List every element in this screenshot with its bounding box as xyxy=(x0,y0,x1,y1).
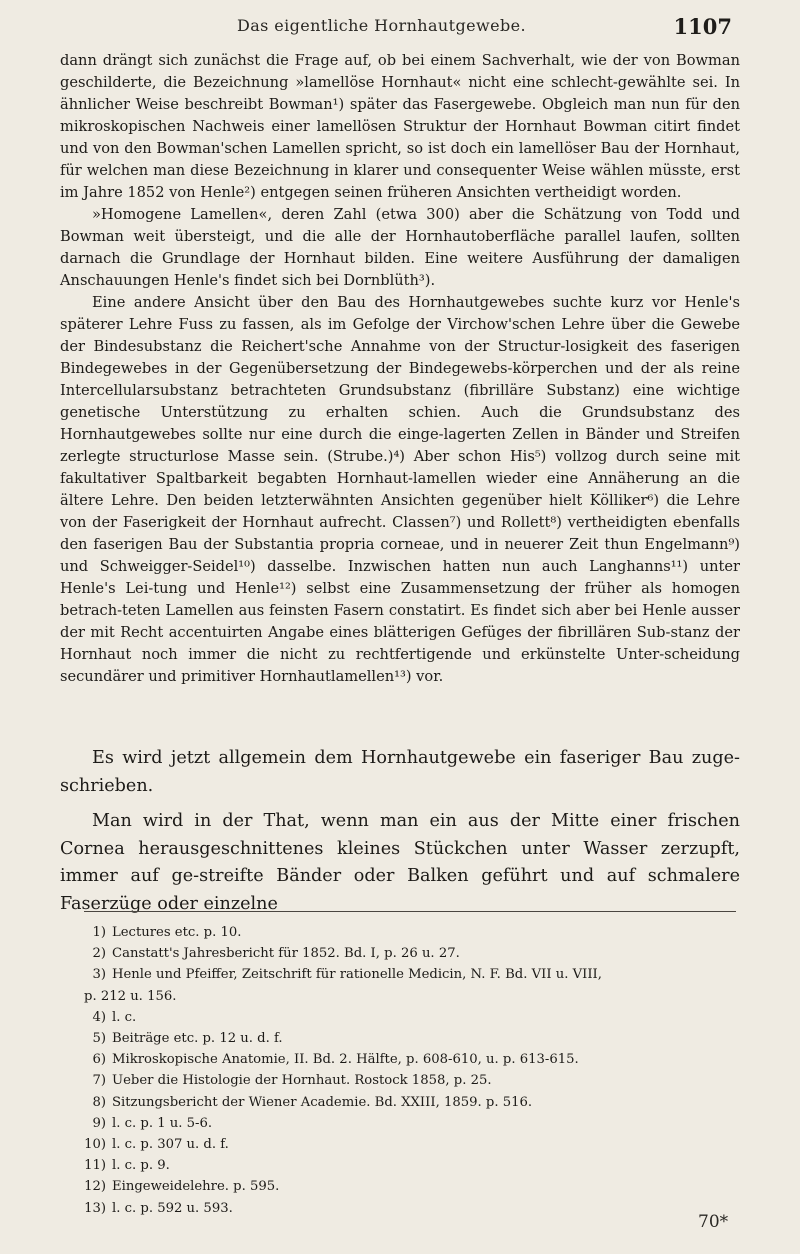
footnote-number: 2) xyxy=(92,946,106,962)
footnote xyxy=(84,922,744,943)
footnote-text: l. c. p. 592 u. 593. xyxy=(112,1200,233,1216)
footnote xyxy=(84,1134,744,1155)
paragraph-1: dann drängt sich zunächst die Frage auf, ob bei einem Sachverhalt, wie der von Bowman geschilderte, die Bezeichnung »lamellöse Hornhaut« nicht eine schlecht-gewählte sei. In ähnlicher Weise beschreibt Bowman¹) später das Fasergewebe. Obgleich man nun für den mikroskopischen Nachweis einer lamellösen Struktur der Hornhaut Bowman citirt findet und von den Bowman'schen Lamellen spricht, so ist doch ein lamellöser Bau der Hornhaut, für welchen man diese Bezeichnung in klarer und consequenter Weise wählen müsste, erst im Jahre 1852 von Henle²) entgegen seinen früheren Ansichten vertheidigt worden. xyxy=(60,52,740,201)
footnote-text: Ueber die Histologie der Hornhaut. Rostock 1858, p. 25. xyxy=(112,1073,492,1089)
large-text xyxy=(60,745,740,918)
footnote-number: 8) xyxy=(92,1094,106,1110)
footnote-text: Eingeweidelehre. p. 595. xyxy=(112,1179,280,1195)
footnote xyxy=(84,1070,744,1091)
paragraph-4: Es wird jetzt allgemein dem Hornhautgewebe ein faseriger Bau zuge-schrieben. xyxy=(60,748,740,796)
running-title: Das eigentliche Hornhautgewebe. xyxy=(237,16,526,35)
signature-mark: 70* xyxy=(698,1212,729,1232)
footnote xyxy=(84,1049,744,1070)
footnote-text: l. c. xyxy=(112,1009,137,1025)
paragraph-5: Man wird in der That, wenn man ein aus der Mitte einer frischen Cornea herausgeschnittenes kleines Stückchen unter Wasser zerzupft, immer auf ge-streifte Bänder oder Balken geführt und auf schmalere Faserzüge oder einzelne xyxy=(60,811,740,914)
footnote-text: p. 212 u. 156. xyxy=(84,988,177,1004)
footnote-text: Lectures etc. p. 10. xyxy=(112,925,242,940)
footnote-text: Mikroskopische Anatomie, II. Bd. 2. Hälfte, p. 608-610, u. p. 613-615. xyxy=(112,1052,579,1068)
footnote xyxy=(84,1113,744,1134)
footnote xyxy=(84,943,744,964)
footnote-number: 3) xyxy=(92,967,106,983)
footnote-rule xyxy=(84,911,736,912)
footnote-text: l. c. p. 9. xyxy=(112,1158,170,1174)
footnote-number: 5) xyxy=(92,1031,106,1047)
footnote-number: 6) xyxy=(92,1052,106,1068)
body-text xyxy=(60,50,740,688)
footnote xyxy=(84,964,744,985)
footnote xyxy=(84,1155,744,1176)
footnote-number: 11) xyxy=(84,1158,106,1174)
footnote-number: 10) xyxy=(84,1137,106,1153)
footnote-continuation xyxy=(84,986,744,1007)
footnote-number: 12) xyxy=(84,1179,106,1195)
footnote xyxy=(84,1176,744,1197)
footnotes xyxy=(84,922,744,1219)
paragraph-2: »Homogene Lamellen«, deren Zahl (etwa 300) aber die Schätzung von Todd und Bowman weit übersteigt, und die alle der Hornhautoberfläche parallel laufen, sollten darnach die Grundlage der Hornhaut bilden. Eine weitere Ausführung der damaligen Anschauungen Henle's findet sich bei Dornblüth³). xyxy=(60,206,740,289)
footnote-number: 1) xyxy=(92,925,106,940)
footnote xyxy=(84,1198,744,1219)
paragraph-3: Eine andere Ansicht über den Bau des Hornhautgewebes suchte kurz vor Henle's späterer Lehre Fuss zu fassen, als im Gefolge der Virchow'schen Lehre über die Gewebe der Bindesubstanz die Reichert'sche Annahme von der Structur-losigkeit des faserigen Bindegewebes in der Gegenübersetzung der Bindegewebs-körperchen und der als reine Intercellularsubstanz betrachteten Grundsubstanz (fibrilläre Substanz) eine wichtige genetische Unterstützung zu erhalten schien. Auch die Grundsubstanz des Hornhautgewebes sollte nur eine durch die einge-lagerten Zellen in Bänder und Streifen zerlegte structurlose Masse sein. (Strube.)⁴) Aber schon His⁵) vollzog durch seine mit fakultativer Spaltbarkeit begabten Hornhaut-lamellen wieder eine Annäherung an die ältere Lehre. Den beiden letzterwähnten Ansichten gegenüber hielt Kölliker⁶) die Lehre von der Faserigkeit der Hornhaut aufrecht. Classen⁷) und Rollett⁸) vertheidigten ebenfalls den faserigen Bau der Substantia propria corneae, und in neuerer Zeit thun Engelmann⁹) und Schweigger-Seidel¹⁰) dasselbe. Inzwischen hatten nun auch Langhanns¹¹) unter Henle's Lei-tung und Henle¹²) selbst eine Zusammensetzung der früher als homogen betrach-teten Lamellen aus feinsten Fasern constatirt. Es findet sich aber bei Henle ausser der mit Recht accentuirten Angabe eines blätterigen Gefüges der fibrillären Sub-stanz der Hornhaut noch immer die nicht zu rechtfertigende und erkünstelte Unter-scheidung secundärer und primitiver Hornhautlamellen¹³) vor. xyxy=(60,294,740,685)
page-number: 1107 xyxy=(673,14,732,39)
footnote-text: Canstatt's Jahresbericht für 1852. Bd. I, p. 26 u. 27. xyxy=(112,946,460,962)
footnote xyxy=(84,1092,744,1113)
footnote-number: 9) xyxy=(92,1115,106,1131)
running-head xyxy=(92,14,732,40)
footnote-text: l. c. p. 1 u. 5-6. xyxy=(112,1115,213,1131)
footnote-number: 4) xyxy=(92,1009,106,1025)
footnote-text: Henle und Pfeiffer, Zeitschrift für rationelle Medicin, N. F. Bd. VII u. VIII, xyxy=(112,967,602,983)
footnote-text: l. c. p. 307 u. d. f. xyxy=(112,1137,229,1153)
footnote xyxy=(84,1028,744,1049)
footnote-number: 7) xyxy=(92,1073,106,1089)
footnote xyxy=(84,1007,744,1028)
footnote-text: Sitzungsbericht der Wiener Academie. Bd. XXIII, 1859. p. 516. xyxy=(112,1094,533,1110)
footnote-number: 13) xyxy=(84,1200,106,1216)
footnote-text: Beiträge etc. p. 12 u. d. f. xyxy=(112,1031,283,1047)
